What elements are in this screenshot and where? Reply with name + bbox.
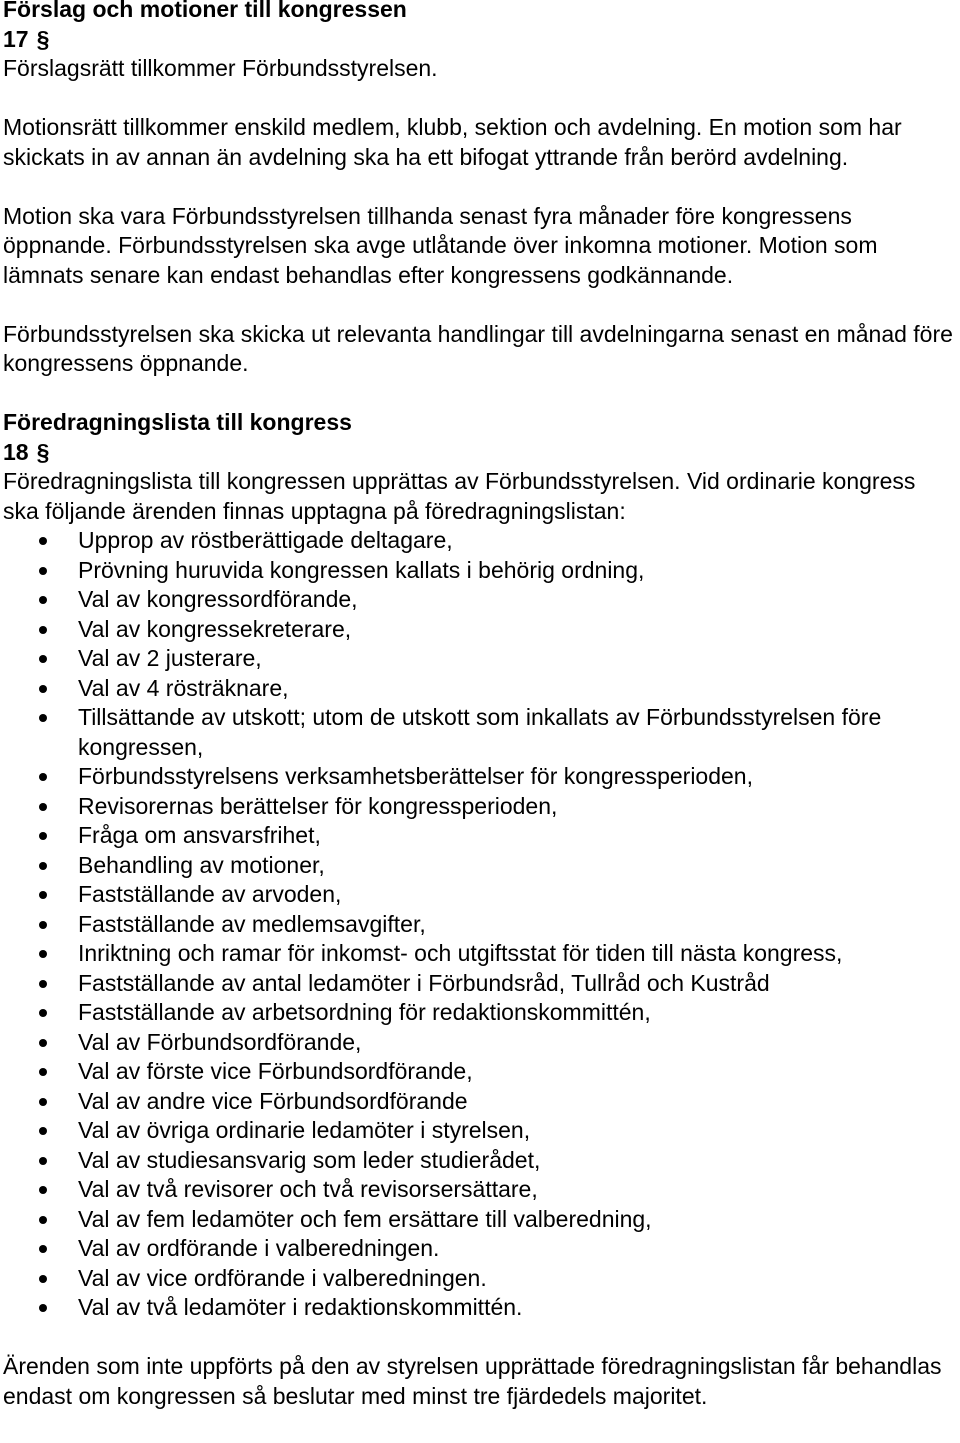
list-item-text: Fastställande av arbetsordning för redaktionskommittén,	[78, 999, 651, 1025]
bullet-icon	[39, 1127, 47, 1135]
spacer	[3, 1323, 953, 1353]
list-item-text: Val av två revisorer och två revisorsersättare,	[78, 1176, 538, 1202]
list-item	[3, 1205, 953, 1235]
list-item-text: Prövning huruvida kongressen kallats i behörig ordning,	[78, 556, 645, 583]
spacer	[3, 379, 953, 409]
list-item	[3, 1293, 953, 1323]
section-18-heading: Föredragningslista till kongress	[3, 409, 352, 435]
list-item	[3, 880, 953, 910]
section-17-heading: Förslag och motioner till kongressen	[3, 0, 407, 22]
bullet-icon	[39, 1245, 47, 1253]
list-item	[3, 1028, 953, 1058]
list-item	[3, 703, 953, 762]
list-item	[3, 1087, 953, 1117]
document-page	[3, 0, 953, 1411]
list-item	[3, 674, 953, 704]
bullet-icon	[39, 1216, 47, 1224]
list-item	[3, 851, 953, 881]
section-symbol-icon: §	[36, 438, 50, 465]
spacer	[3, 172, 953, 202]
bullet-icon	[39, 980, 47, 988]
list-item-text: Val av 4 rösträknare,	[78, 674, 289, 701]
list-item-text: Val av 2 justerare,	[78, 645, 262, 671]
bullet-icon	[39, 1039, 47, 1047]
spacer	[3, 290, 953, 320]
bullet-icon	[39, 921, 47, 929]
bullet-icon	[39, 803, 47, 811]
bullet-icon	[39, 714, 47, 722]
list-item-text: Fastställande av medlemsavgifter,	[78, 910, 426, 937]
bullet-icon	[39, 1098, 47, 1106]
list-item-text: Fastställande av antal ledamöter i Förbundsråd, Tullråd och Kustråd	[78, 969, 770, 996]
section-17-paragraph: Förslagsrätt tillkommer Förbundsstyrelsen.	[3, 55, 438, 81]
list-item-text: Val av andre vice Förbundsordförande	[78, 1087, 468, 1114]
list-item-text: Val av kongressekreterare,	[78, 615, 352, 642]
bullet-icon	[39, 1304, 47, 1312]
list-item-text: Val av övriga ordinarie ledamöter i styrelsen,	[78, 1117, 531, 1143]
section-symbol-icon: §	[36, 25, 50, 52]
list-item	[3, 1264, 953, 1294]
bullet-icon	[39, 1275, 47, 1283]
section-17-number	[3, 25, 953, 55]
bullet-icon	[39, 537, 47, 545]
list-item-text: Revisorernas berättelser för kongressperioden,	[78, 792, 558, 819]
agenda-list	[3, 526, 953, 1323]
bullet-icon	[39, 685, 47, 693]
list-item	[3, 556, 953, 586]
list-item-text: Upprop av röstberättigade deltagare,	[78, 527, 453, 553]
list-item-text: Val av två ledamöter i redaktionskommittén.	[78, 1294, 523, 1320]
list-item-text: Val av ordförande i valberedningen.	[78, 1235, 440, 1261]
spacer	[3, 84, 953, 114]
list-item	[3, 969, 953, 999]
list-item-text: Inriktning och ramar för inkomst- och utgiftsstat för tiden till nästa kongress,	[78, 940, 843, 966]
list-item	[3, 585, 953, 615]
bullet-icon	[39, 862, 47, 870]
section-18-intro: Föredragningslista till kongressen upprättas av Förbundsstyrelsen. Vid ordinarie kongress ska följande ärenden finnas upptagna på föredragningslistan:	[3, 468, 916, 524]
list-item	[3, 526, 953, 556]
bullet-icon	[39, 1157, 47, 1165]
section-17-paragraph: Förbundsstyrelsen ska skicka ut relevanta handlingar till avdelningarna senast en månad före kongressens öppnande.	[3, 320, 953, 376]
section-17-paragraph: Motion ska vara Förbundsstyrelsen tillhanda senast fyra månader före kongressens öppnande. Förbundsstyrelsen ska avge utlåtande över inkomna motioner. Motion som lämnats senare kan endast behandlas efter kongressens godkännande.	[3, 202, 878, 288]
list-item-text: Val av vice ordförande i valberedningen.	[78, 1264, 487, 1291]
list-item-text: Val av förste vice Förbundsordförande,	[78, 1058, 473, 1084]
list-item-text: Tillsättande av utskott; utom de utskott som inkallats av Förbundsstyrelsen före kongressen,	[78, 704, 882, 760]
bullet-icon	[39, 773, 47, 781]
section-17-number-value: 17	[3, 25, 29, 52]
bullet-icon	[39, 1009, 47, 1017]
list-item-text: Fastställande av arvoden,	[78, 881, 342, 907]
list-item-text: Val av fem ledamöter och fem ersättare till valberedning,	[78, 1205, 652, 1232]
bullet-icon	[39, 1068, 47, 1076]
list-item	[3, 762, 953, 792]
list-item	[3, 1146, 953, 1176]
list-item	[3, 644, 953, 674]
section-17-paragraph: Motionsrätt tillkommer enskild medlem, klubb, sektion och avdelning. En motion som har skickats in av annan än avdelning ska ha ett bifogat yttrande från berörd avdelning.	[3, 114, 902, 170]
section-18-number-value: 18	[3, 438, 29, 465]
list-item	[3, 792, 953, 822]
list-item	[3, 998, 953, 1028]
list-item-text: Val av studiesansvarig som leder studierådet,	[78, 1146, 541, 1173]
list-item-text: Behandling av motioner,	[78, 851, 325, 878]
bullet-icon	[39, 891, 47, 899]
bullet-icon	[39, 567, 47, 575]
list-item	[3, 615, 953, 645]
bullet-icon	[39, 950, 47, 958]
bullet-icon	[39, 655, 47, 663]
list-item	[3, 1116, 953, 1146]
bullet-icon	[39, 596, 47, 604]
list-item	[3, 910, 953, 940]
list-item	[3, 1175, 953, 1205]
list-item-text: Val av kongressordförande,	[78, 586, 358, 612]
list-item-text: Fråga om ansvarsfrihet,	[78, 822, 321, 848]
list-item	[3, 939, 953, 969]
bullet-icon	[39, 626, 47, 634]
list-item	[3, 1057, 953, 1087]
section-18-number	[3, 438, 953, 468]
section-18-closing: Ärenden som inte uppförts på den av styrelsen upprättade föredragningslistan får behandlas endast om kongressen så beslutar med minst tre fjärdedels majoritet.	[3, 1353, 942, 1409]
list-item-text: Val av Förbundsordförande,	[78, 1028, 362, 1055]
bullet-icon	[39, 1186, 47, 1194]
list-item-text: Förbundsstyrelsens verksamhetsberättelser för kongressperioden,	[78, 763, 753, 789]
bullet-icon	[39, 832, 47, 840]
list-item	[3, 821, 953, 851]
list-item	[3, 1234, 953, 1264]
